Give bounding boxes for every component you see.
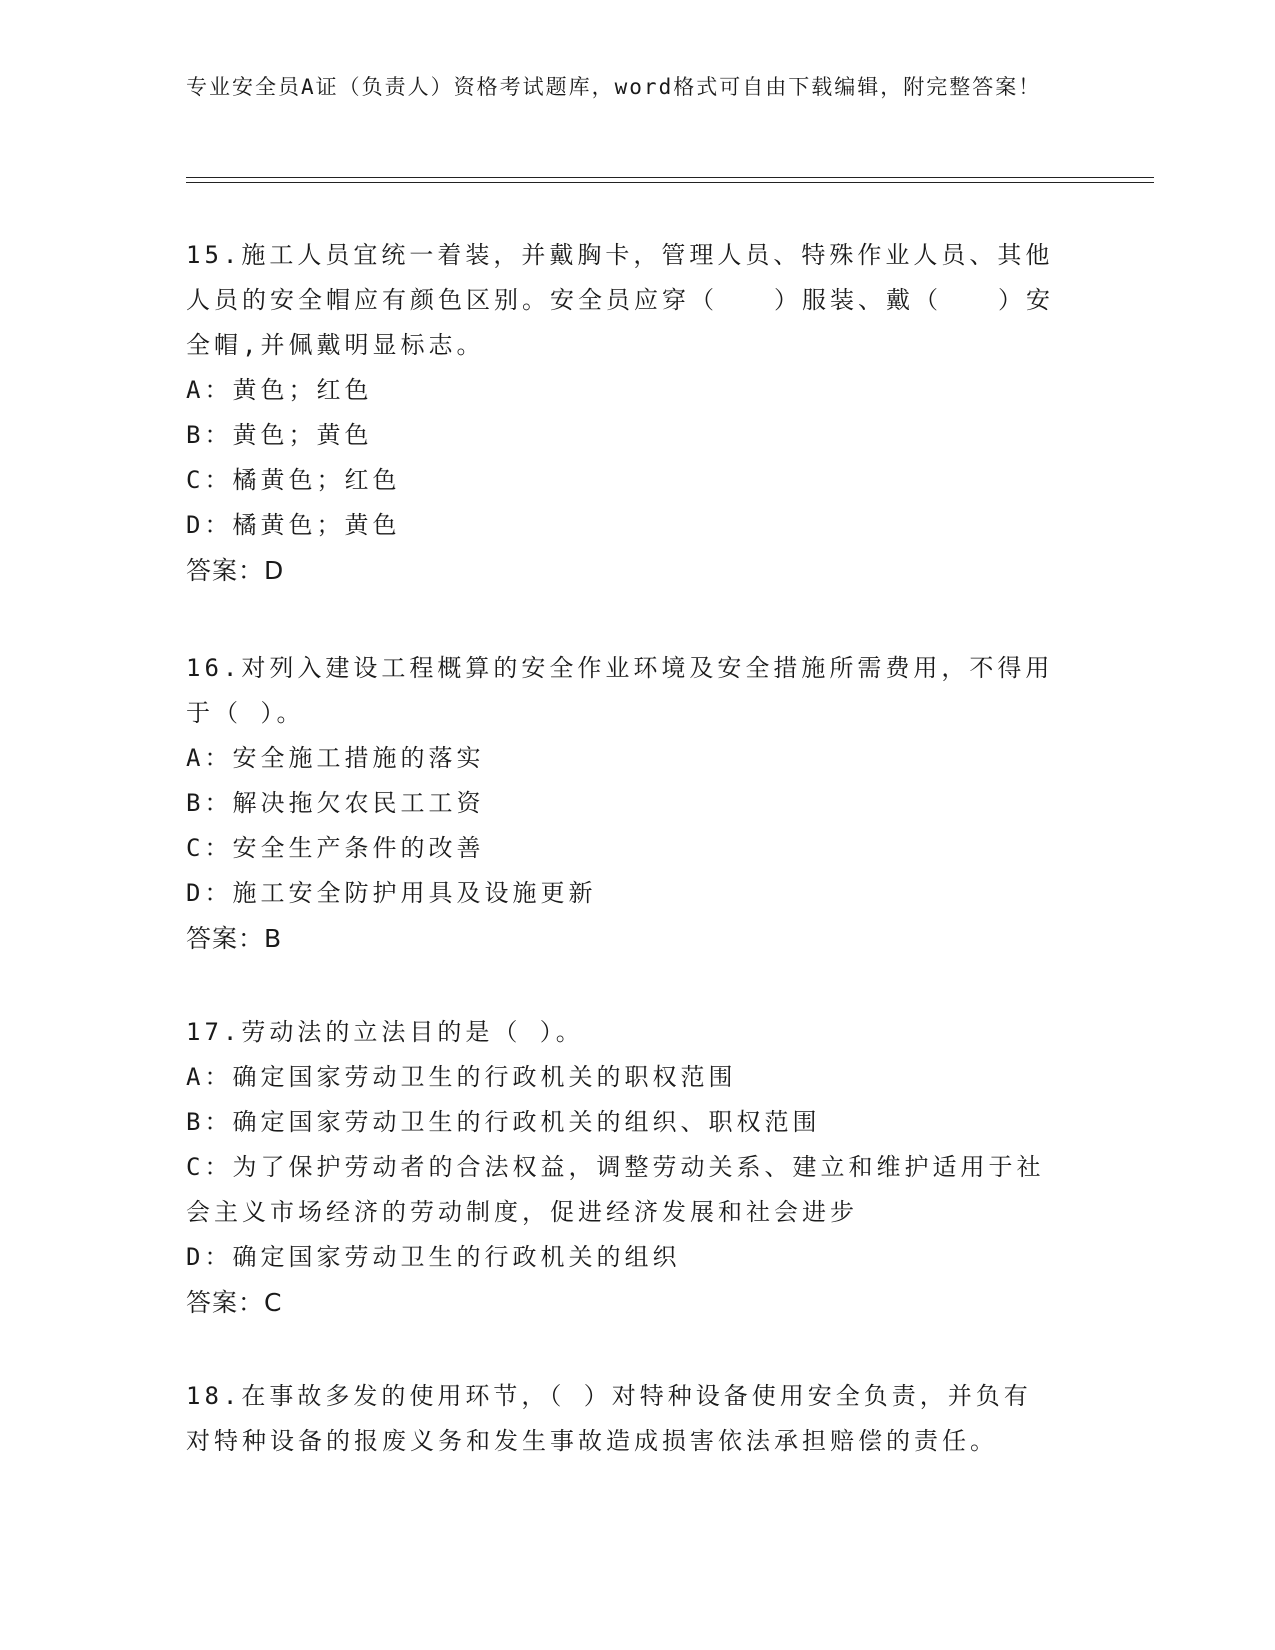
header-divider-top	[186, 177, 1154, 178]
answer: 答案：C	[186, 1288, 283, 1317]
option-b: B：解决拖欠农民工工资	[186, 789, 485, 817]
option-d: D：施工安全防护用具及设施更新	[186, 879, 597, 907]
option-a: A：确定国家劳动卫生的行政机关的职权范围	[186, 1063, 737, 1091]
question-stem-line: 全帽,并佩戴明显标志。	[186, 331, 485, 359]
option-b: B：确定国家劳动卫生的行政机关的组织、职权范围	[186, 1108, 821, 1136]
answer: 答案：B	[186, 924, 283, 953]
question-stem-line: 人员的安全帽应有颜色区别。安全员应穿（ ）服装、戴（ ）安	[186, 286, 1054, 314]
option-a: A：黄色；红色	[186, 376, 373, 404]
option-c: C：为了保护劳动者的合法权益，调整劳动关系、建立和维护适用于社	[186, 1153, 1045, 1181]
option-d: D：确定国家劳动卫生的行政机关的组织	[186, 1243, 681, 1271]
question-stem-line: 16.对列入建设工程概算的安全作业环境及安全措施所需费用，不得用	[186, 654, 1054, 682]
question-16	[186, 646, 1066, 961]
option-c-continued: 会主义市场经济的劳动制度，促进经济发展和社会进步	[186, 1198, 858, 1226]
question-stem-line: 于（ ）。	[186, 699, 305, 727]
answer: 答案：D	[186, 556, 285, 585]
document-header: 专业安全员A证（负责人）资格考试题库，word格式可自由下载编辑，附完整答案！	[186, 75, 1042, 99]
header-divider-bottom	[186, 182, 1154, 183]
option-c: C：橘黄色；红色	[186, 466, 401, 494]
option-a: A：安全施工措施的落实	[186, 744, 485, 772]
question-stem-line: 18.在事故多发的使用环节，（ ）对特种设备使用安全负责，并负有	[186, 1382, 1032, 1410]
option-d: D：橘黄色；黄色	[186, 511, 401, 539]
question-stem-line: 17.劳动法的立法目的是（ ）。	[186, 1018, 584, 1046]
question-stem-line: 对特种设备的报废义务和发生事故造成损害依法承担赔偿的责任。	[186, 1427, 998, 1455]
question-15	[186, 233, 1066, 593]
question-17	[186, 1010, 1066, 1325]
question-18	[186, 1374, 1066, 1464]
option-c: C：安全生产条件的改善	[186, 834, 485, 862]
option-b: B：黄色；黄色	[186, 421, 373, 449]
question-stem-line: 15.施工人员宜统一着装，并戴胸卡，管理人员、特殊作业人员、其他	[186, 241, 1054, 269]
